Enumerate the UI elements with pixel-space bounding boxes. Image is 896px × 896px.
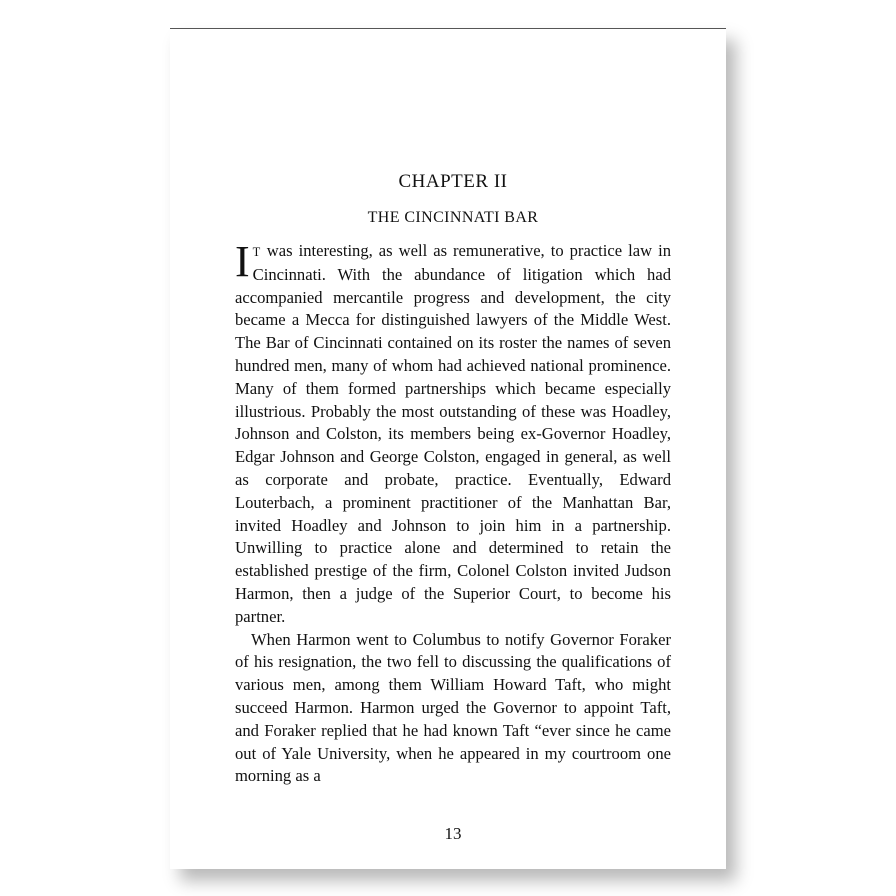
chapter-number: CHAPTER II <box>398 171 508 192</box>
page-text-block <box>235 166 671 843</box>
body-text <box>235 237 671 788</box>
chapter-title: THE CINCINNATI BAR <box>367 209 539 226</box>
drop-cap-continuation: T <box>252 245 261 259</box>
paragraph-1-text: was interesting, as well as remunerative, to practice law in Cincinnati. With the abundance of litigation which had accompanied mercantile progress and development, the city became a Mecca for distinguished lawyers of the Middle West. The Bar of Cincinnati contained on its roster the names of seven hundred men, many of whom had achieved national prominence. Many of them formed partnerships which became especially illustrious. Probably the most outstanding of these was Hoadley, Johnson and Colston, its members being ex-Governor Hoadley, Edgar Johnson and George Colston, engaged in general, as well as corporate and probate, practice. Eventually, Edward Louterbach, a prominent practitioner of the Manhattan Bar, invited Hoadley and Johnson to join him in a partnership. Unwilling to practice alone and determined to retain the established prestige of the firm, Colonel Colston invited Judson Harmon, then a judge of the Superior Court, to become his partner. <box>235 241 671 626</box>
book-page <box>170 28 726 869</box>
paragraph-2: When Harmon went to Columbus to notify Governor Foraker of his resignation, the two fell to discussing the qualifications of various men, among them William Howard Taft, who might succeed Harmon. Harmon urged the Governor to appoint Taft, and Foraker replied that he had known Taft “ever since he came out of Yale University, when he appeared in my courtroom one morning as a <box>235 629 671 786</box>
drop-cap: I <box>235 237 250 286</box>
paragraph-1 <box>235 237 671 629</box>
page-number: 13 <box>444 824 462 843</box>
